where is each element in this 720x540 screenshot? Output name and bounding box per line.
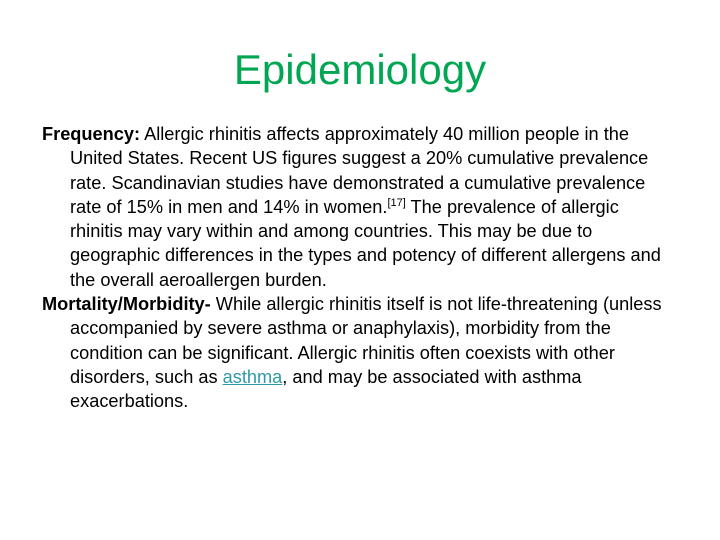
- frequency-text-continued: The prevalence of allergic rhinitis may vary within and among countries. This may be due to geographic differences in the types and potency of different allergens and the overall aeroallergen burden.: [70, 196, 661, 290]
- mortality-label: Mortality/Morbidity-: [42, 294, 211, 315]
- mortality-text-continued: , and may be associated with asthma exacerbations.: [70, 366, 582, 412]
- slide-title: Epidemiology: [233, 46, 487, 93]
- mortality-paragraph: [42, 292, 670, 413]
- slide-body: [42, 122, 670, 414]
- asthma-link[interactable]: asthma: [222, 366, 283, 387]
- citation-reference[interactable]: [17]: [387, 196, 406, 209]
- frequency-text: Allergic rhinitis affects approximately 40 million people in the United States. Recent US figures suggest a 20% cumulative prevalence rate. Scandinavian studies have demonstrated a cumulative prevalence rate of 15% in men and 14% in women.: [70, 124, 649, 217]
- frequency-label: Frequency:: [42, 124, 141, 144]
- mortality-text: While allergic rhinitis itself is not life-threatening (unless accompanied by severe asthma or anaphylaxis), morbidity from the condition can be significant. Allergic rhinitis often coexists with other disorders, such as: [70, 294, 662, 387]
- frequency-paragraph: [42, 122, 670, 292]
